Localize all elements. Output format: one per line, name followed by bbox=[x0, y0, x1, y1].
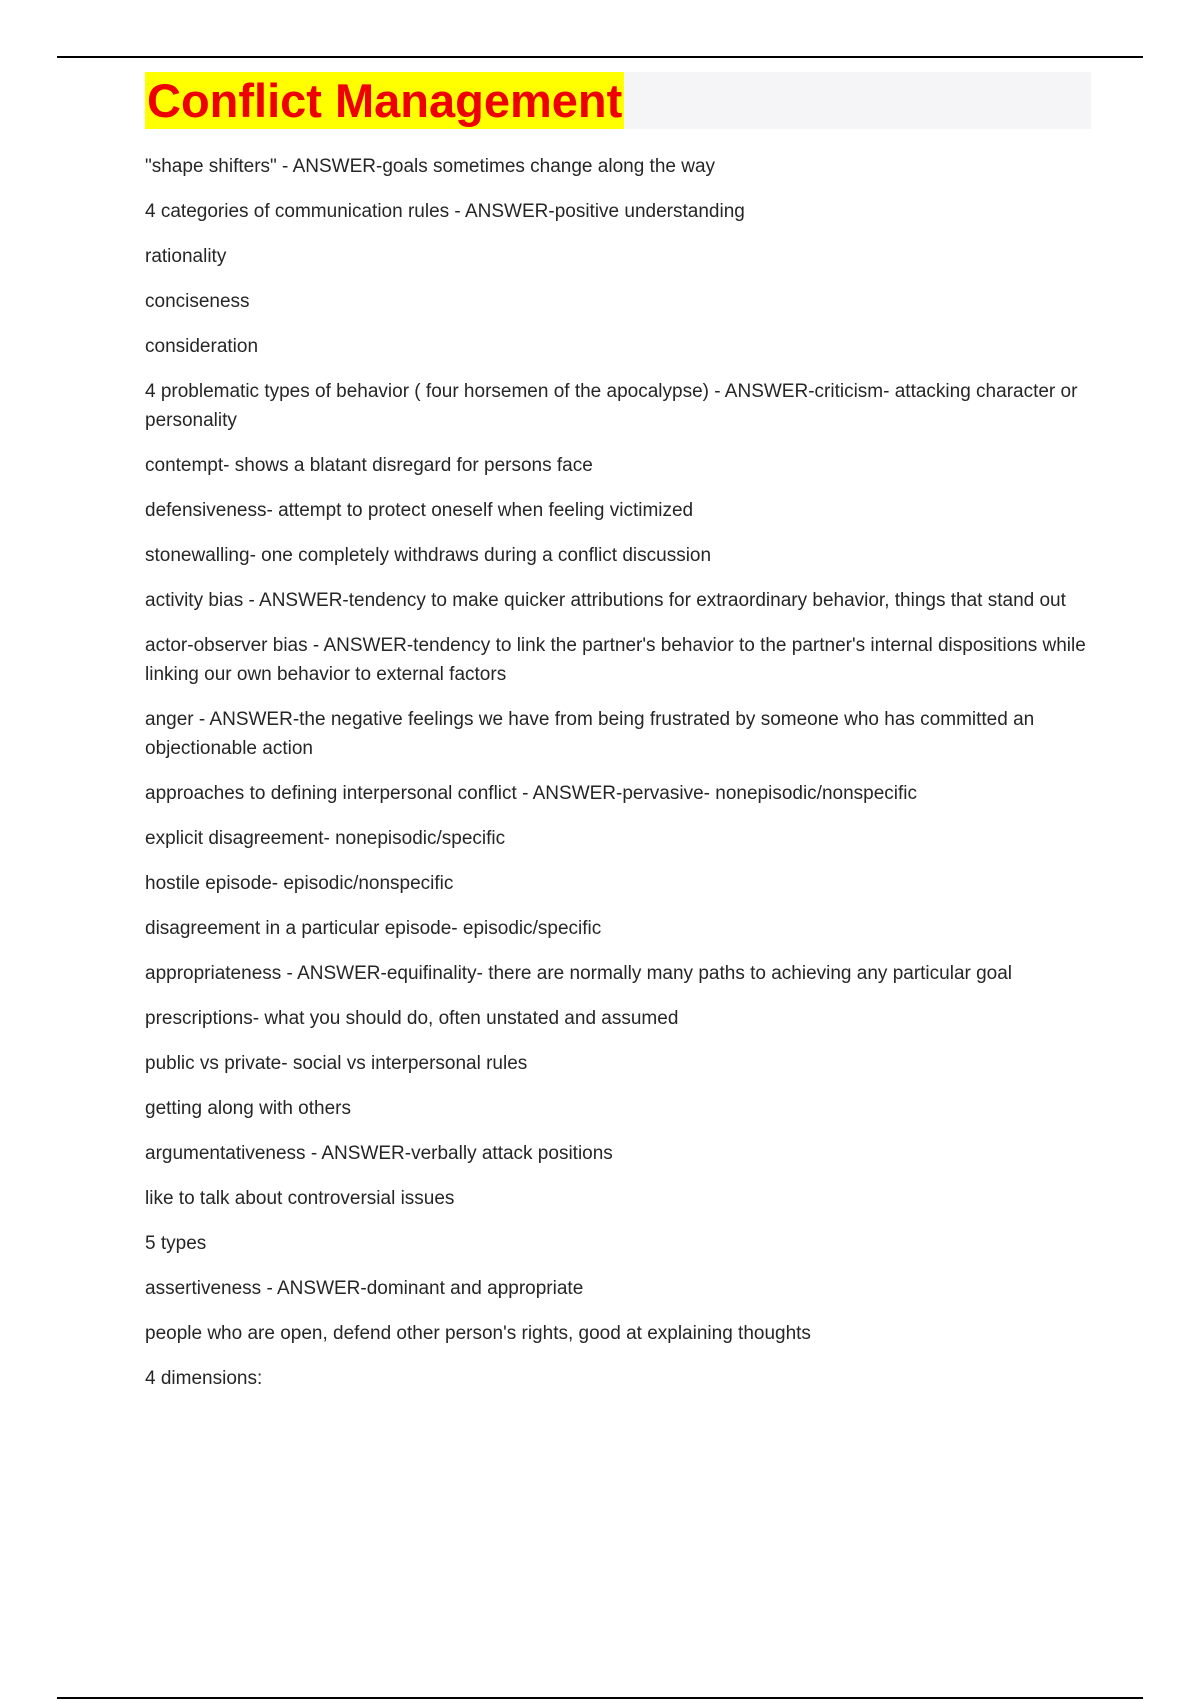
entry: disagreement in a particular episode- episodic/specific bbox=[145, 918, 602, 939]
entry: 4 categories of communication rules - ANSWER-positive understanding bbox=[145, 201, 745, 222]
entry: actor-observer bias - ANSWER-tendency to link the partner's behavior to the partner's internal dispositions while linking our own behavior to external factors bbox=[145, 635, 1086, 685]
entry: prescriptions- what you should do, often unstated and assumed bbox=[145, 1008, 679, 1029]
entry: 4 dimensions: bbox=[145, 1368, 263, 1389]
entry: "shape shifters" - ANSWER-goals sometimes change along the way bbox=[145, 156, 716, 177]
top-rule bbox=[57, 56, 1143, 58]
entry: 5 types bbox=[145, 1233, 207, 1254]
bottom-rule bbox=[57, 1697, 1143, 1699]
page-title: Conflict Management bbox=[147, 74, 623, 127]
entry: anger - ANSWER-the negative feelings we have from being frustrated by someone who has committed an objectionable action bbox=[145, 709, 1035, 759]
entry: rationality bbox=[145, 246, 227, 267]
entry: appropriateness - ANSWER-equifinality- there are normally many paths to achieving any particular goal bbox=[145, 963, 1013, 984]
entry: contempt- shows a blatant disregard for persons face bbox=[145, 455, 593, 476]
entry: argumentativeness - ANSWER-verbally attack positions bbox=[145, 1143, 613, 1164]
entry: conciseness bbox=[145, 291, 250, 312]
entry: activity bias - ANSWER-tendency to make quicker attributions for extraordinary behavior, things that stand out bbox=[145, 590, 1066, 611]
entry: defensiveness- attempt to protect oneself when feeling victimized bbox=[145, 500, 694, 521]
entry: people who are open, defend other person's rights, good at explaining thoughts bbox=[145, 1323, 811, 1344]
entry: hostile episode- episodic/nonspecific bbox=[145, 873, 454, 894]
entry: public vs private- social vs interpersonal rules bbox=[145, 1053, 528, 1074]
entry: assertiveness - ANSWER-dominant and appropriate bbox=[145, 1278, 584, 1299]
entry: explicit disagreement- nonepisodic/specific bbox=[145, 828, 506, 849]
entry: consideration bbox=[145, 336, 259, 357]
document-body bbox=[145, 152, 1090, 1409]
entry: approaches to defining interpersonal conflict - ANSWER-pervasive- nonepisodic/nonspecific bbox=[145, 783, 918, 804]
entry: stonewalling- one completely withdraws during a conflict discussion bbox=[145, 545, 712, 566]
entry: 4 problematic types of behavior ( four horsemen of the apocalypse) - ANSWER-criticism- attacking character or personality bbox=[145, 381, 1078, 431]
entry: getting along with others bbox=[145, 1098, 351, 1119]
entry: like to talk about controversial issues bbox=[145, 1188, 455, 1209]
